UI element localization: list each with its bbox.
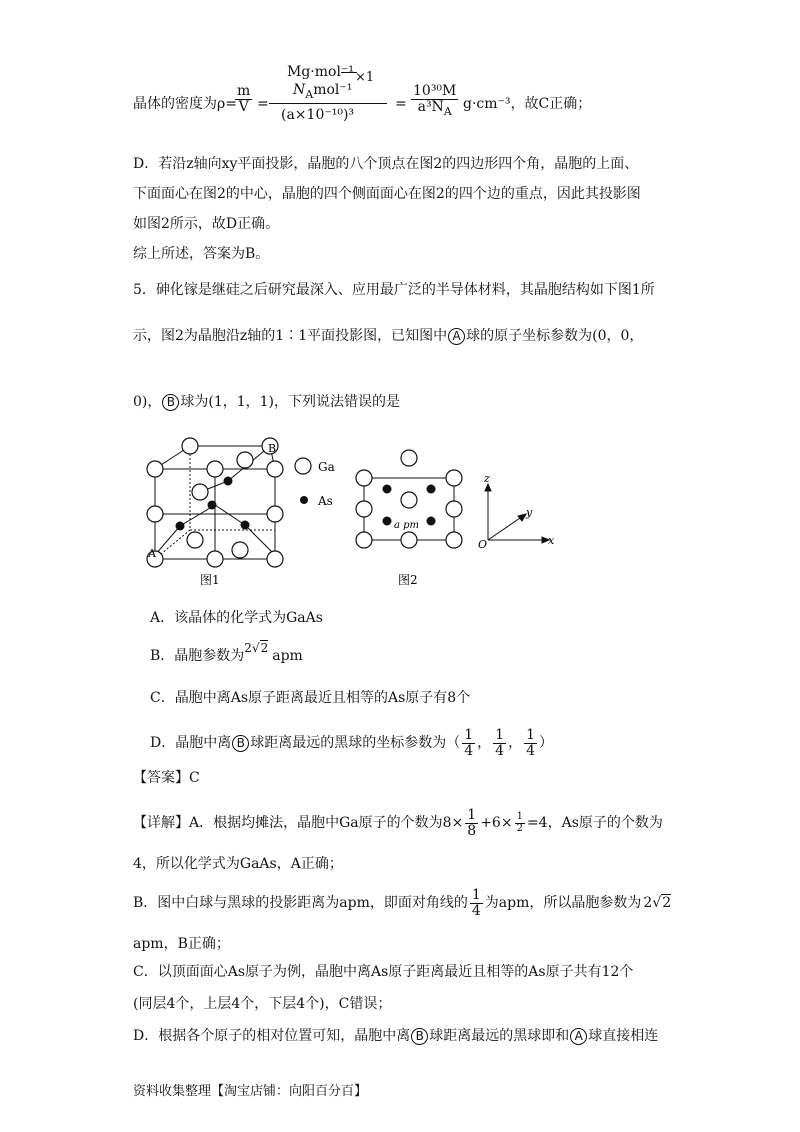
- para-d3: 如图2所示，故D正确。: [133, 216, 280, 232]
- circle-a-icon: A: [570, 1028, 587, 1045]
- option-b: B．晶胞参数为2√2 apm: [150, 641, 303, 664]
- question-line2: 示，图2为晶胞沿z轴的1∶1平面投影图，已知图中 A 球的原子坐标参数为(0，0，: [133, 328, 644, 344]
- explain-line7: D．根据各个原子的相对位置可知，晶胞中离 B 球距离最远的黑球即和 A 球直接相连: [133, 1028, 659, 1044]
- para-summary: 综上所述，答案为B。: [133, 246, 270, 262]
- rhs-fraction: $\frac{\text{10³⁰M}}{a^3N_A}$: [413, 83, 457, 118]
- axis-z: z: [484, 472, 490, 485]
- explain-line2: 4，所以化学式为GaAs，A正确；: [133, 856, 343, 872]
- question-line3: 0)， B 球为(1，1，1)，下列说法错误的是: [133, 394, 401, 410]
- m-over-v: $\frac{m}{V}$: [237, 83, 251, 115]
- circle-b-icon: B: [411, 1028, 428, 1045]
- fig1-caption: 图1: [200, 573, 220, 587]
- para-d1: D．若沿z轴向xy平面投影，晶胞的八个顶点在图2的四边形四个角，晶胞的上面、: [133, 156, 639, 172]
- legend-ga-icon: [295, 458, 311, 474]
- explain-line1: 【详解】A．根据均摊法，晶胞中Ga原子的个数为8× $\frac{1}{8}$ +6× $\frac{1}{2}$ =4，As原子的个数为: [133, 807, 663, 839]
- fig1-label-a: A: [148, 547, 156, 560]
- question-line1: 5．砷化镓是继硅之后研究最深入、应用最广泛的半导体材料，其晶胞结构如下图1所: [133, 282, 655, 298]
- density-unit: g·cm⁻³，故C正确；: [463, 96, 592, 112]
- option-a: A．该晶体的化学式为GaAs: [150, 610, 323, 626]
- fig2-ga-atoms: [356, 450, 462, 548]
- explain-line4: apm，B正确；: [133, 936, 230, 952]
- circle-b-icon: B: [162, 394, 179, 411]
- legend-ga: Ga: [318, 460, 335, 474]
- circle-b-icon: B: [232, 735, 249, 752]
- legend-as: As: [318, 494, 333, 508]
- explain-line3: B．图中白球与黑球的投影距离为apm，即面对角线的 $\frac{1}{4}$ 为apm，所以晶胞参数为 2√2: [133, 887, 672, 919]
- legend-as-icon: [300, 496, 308, 504]
- fig1-label-b: B: [268, 442, 277, 455]
- axis-x: x: [548, 534, 555, 547]
- density-prefix: 晶体的密度为ρ=: [133, 96, 237, 112]
- para-d2: 下面面心在图2的中心，晶胞的四个侧面面心在图2的四个边的重点，因此其投影图: [133, 186, 641, 202]
- option-c: C．晶胞中离As原子距离最近且相等的As原子有8个: [150, 690, 471, 706]
- crystal-figures: [0, 430, 800, 590]
- option-d: D．晶胞中离 B 球距离最远的黑球的坐标参数为（ $\frac{1}{4}$ ， $\frac{1}{4}$ ， $\frac{1}{4}$ ）: [150, 727, 553, 759]
- axes: [485, 484, 549, 543]
- axis-y: y: [526, 506, 533, 519]
- explain-line5: C．以顶面面心As原子为例，晶胞中离As原子距离最近且相等的As原子共有12个: [133, 964, 634, 980]
- fig2-caption: 图2: [398, 573, 418, 587]
- fig2-apm: a pm: [394, 520, 420, 531]
- circle-a-icon: A: [448, 328, 465, 345]
- explain-line6: (同层4个，上层4个，下层4个)，C错误；: [133, 996, 392, 1012]
- page-footer: 资料收集整理【淘宝店铺：向阳百分百】: [133, 1084, 368, 1099]
- answer-label: 【答案】C: [133, 770, 200, 786]
- axis-o: O: [478, 538, 488, 551]
